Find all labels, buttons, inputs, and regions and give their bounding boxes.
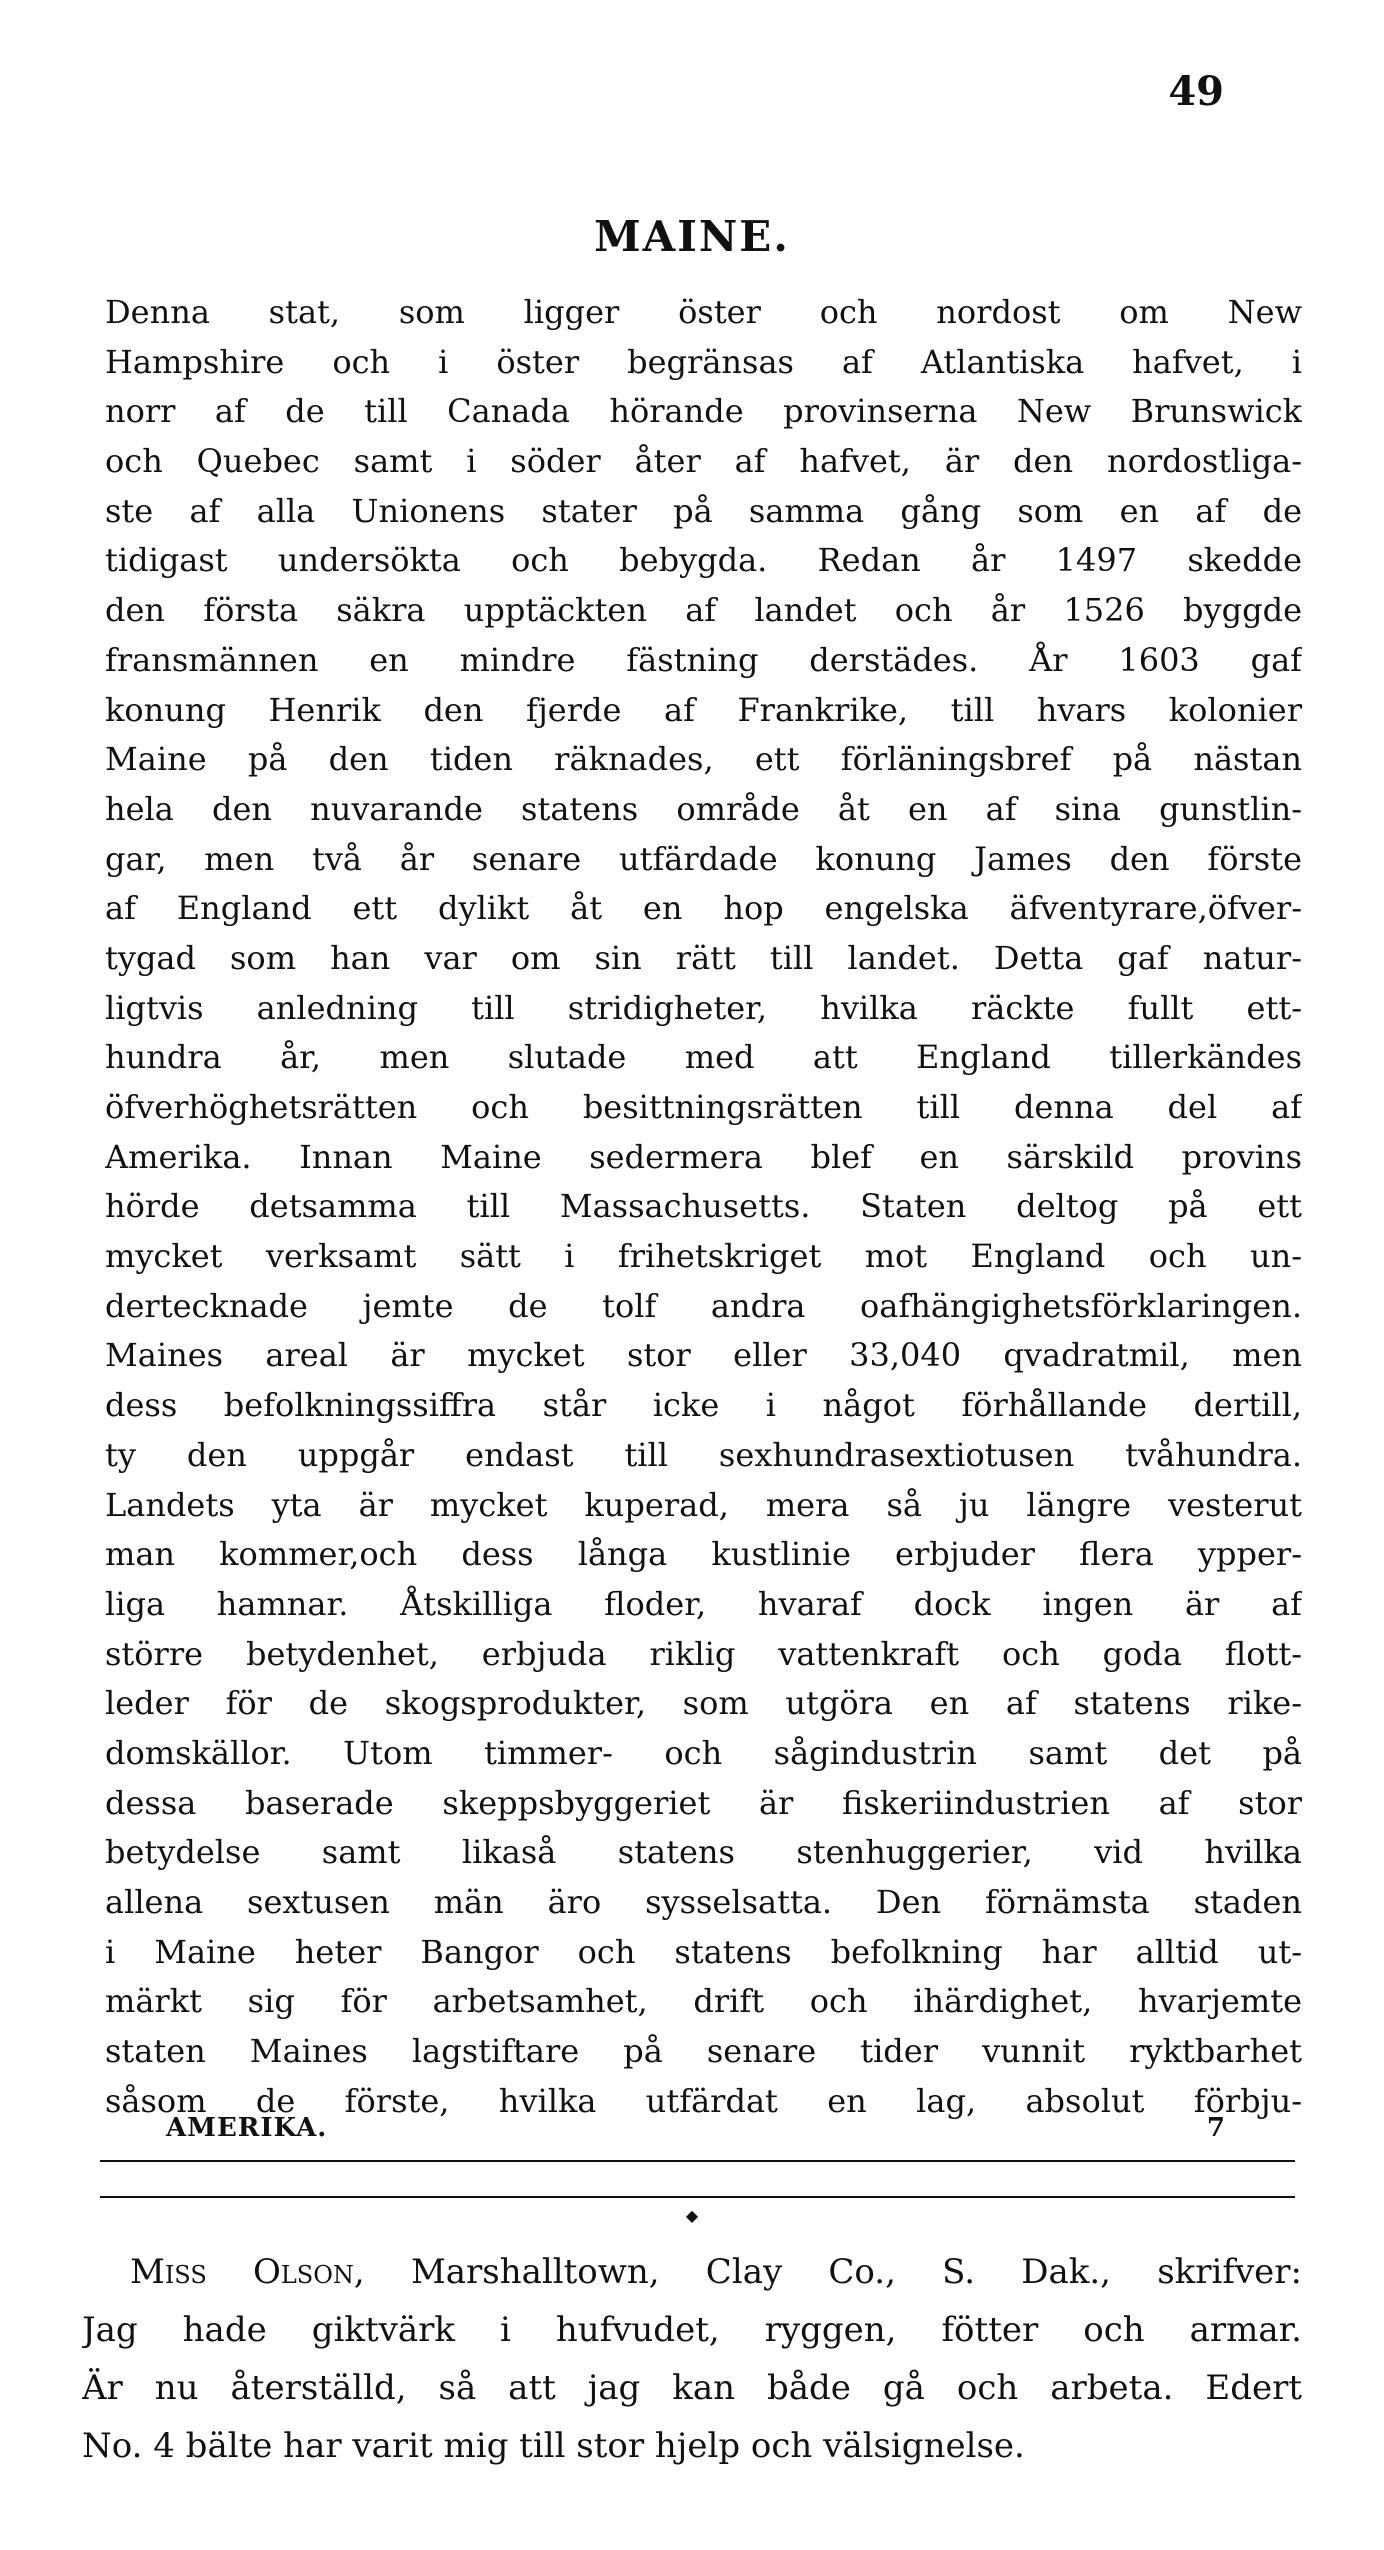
body-line: Hampshire och i öster begränsas af Atlantiska hafvet, i xyxy=(105,342,1302,381)
body-line: öfverhöghetsrätten och besittningsrätten till denna del af xyxy=(105,1088,1302,1126)
body-line: större betydenhet, erbjuda riklig vattenkraft och goda flott- xyxy=(105,1634,1302,1673)
body-line: ligtvis anledning till stridigheter, hvilka räckte fullt ett- xyxy=(105,988,1302,1027)
testimonial-header xyxy=(82,2243,1302,2301)
body-line: fransmännen en mindre fästning derstädes. År 1603 gaf xyxy=(105,640,1302,679)
testimonial-place: Marshalltown, Clay Co., S. Dak., skrifver: xyxy=(364,2252,1302,2292)
body-line: dessa baserade skeppsbyggeriet är fiskeriindustrien af stor xyxy=(105,1783,1302,1822)
body-line: betydelse samt likaså statens stenhuggerier, vid hvilka xyxy=(105,1833,1302,1872)
signature-number: 7 xyxy=(1206,2113,1226,2143)
body-line: i Maine heter Bangor och statens befolkning har alltid ut- xyxy=(105,1932,1302,1971)
body-line: hundra år, men slutade med att England tillerkändes xyxy=(105,1038,1302,1077)
body-line: leder för de skogsprodukter, som utgöra en af statens rike- xyxy=(105,1684,1302,1723)
testimonial-line: Är nu återställd, så att jag kan både gå och arbeta. Edert xyxy=(82,2368,1302,2408)
body-line: Amerika. Innan Maine sedermera blef en särskild provins xyxy=(105,1137,1302,1176)
testimonial-name: Miss Olson, xyxy=(130,2252,365,2292)
body-line: såsom de förste, hvilka utfärdat en lag, absolut förbju- xyxy=(105,2081,1302,2120)
body-line: norr af de till Canada hörande provinserna New Brunswick xyxy=(105,392,1302,431)
body-line: allena sextusen män äro sysselsatta. Den förnämsta staden xyxy=(105,1883,1302,1921)
body-line: Maine på den tiden räknades, ett förläningsbref på nästan xyxy=(105,740,1302,779)
body-line: Denna stat, som ligger öster och nordost om New xyxy=(105,293,1302,331)
body-line: domskällor. Utom timmer- och sågindustrin samt det på xyxy=(105,1733,1302,1772)
body-line: staten Maines lagstiftare på senare tider vunnit ryktbarhet xyxy=(105,2032,1302,2071)
testimonial-line: Jag hade giktvärk i hufvudet, ryggen, fötter och armar. xyxy=(82,2310,1302,2350)
body-line: hela den nuvarande statens område åt en af sina gunstlin- xyxy=(105,789,1302,828)
body-line: mycket verksamt sätt i frihetskriget mot England och un- xyxy=(105,1237,1302,1276)
testimonial-line: No. 4 bälte har varit mig till stor hjelp och välsignelse. xyxy=(82,2426,1025,2466)
body-line: man kommer,och dess långa kustlinie erbjuder flera ypper- xyxy=(105,1535,1302,1574)
body-line: Maines areal är mycket stor eller 33,040 qvadratmil, men xyxy=(105,1336,1302,1375)
testimonial xyxy=(82,2243,1302,2475)
body-line: hörde detsamma till Massachusetts. Staten deltog på ett xyxy=(105,1187,1302,1226)
body-line: märkt sig för arbetsamhet, drift och ihärdighet, hvarjemte xyxy=(105,1982,1302,2021)
body-line: ty den uppgår endast till sexhundrasextiotusen tvåhundra. xyxy=(105,1435,1302,1474)
divider-ornament: ◆ xyxy=(685,2206,699,2225)
body-line: den första säkra upptäckten af landet och år 1526 byggde xyxy=(105,591,1302,630)
body-line: Landets yta är mycket kuperad, mera så ju längre vesterut xyxy=(105,1485,1302,1524)
body-line: tygad som han var om sin rätt till landet. Detta gaf natur- xyxy=(105,938,1302,977)
body-line: tidigast undersökta och bebygda. Redan år 1497 skedde xyxy=(105,541,1302,580)
body-line: af England ett dylikt åt en hop engelska äfventyrare,öfver- xyxy=(105,889,1302,928)
page-title: MAINE. xyxy=(594,212,790,261)
signature-footer xyxy=(166,2113,1226,2153)
body-line: ste af alla Unionens stater på samma gång som en af de xyxy=(105,491,1302,530)
body-line: konung Henrik den fjerde af Frankrike, till hvars kolonier xyxy=(105,690,1302,729)
body-line: gar, men två år senare utfärdade konung James den förste xyxy=(105,839,1302,878)
signature-mark: AMERIKA. xyxy=(166,2113,328,2143)
body-line: dertecknade jemte de tolf andra oafhängighetsförklaringen. xyxy=(105,1286,1302,1325)
body-line: dess befolkningssiffra står icke i något förhållande dertill, xyxy=(105,1386,1302,1425)
divider-rule-top xyxy=(100,2160,1295,2162)
body-line: liga hamnar. Åtskilliga floder, hvaraf dock ingen är af xyxy=(105,1584,1302,1623)
page-number: 49 xyxy=(1168,68,1224,115)
body-line: och Quebec samt i söder åter af hafvet, är den nordostliga- xyxy=(105,442,1302,481)
body-text xyxy=(105,288,1302,2126)
divider-rule-bottom xyxy=(100,2196,1295,2198)
